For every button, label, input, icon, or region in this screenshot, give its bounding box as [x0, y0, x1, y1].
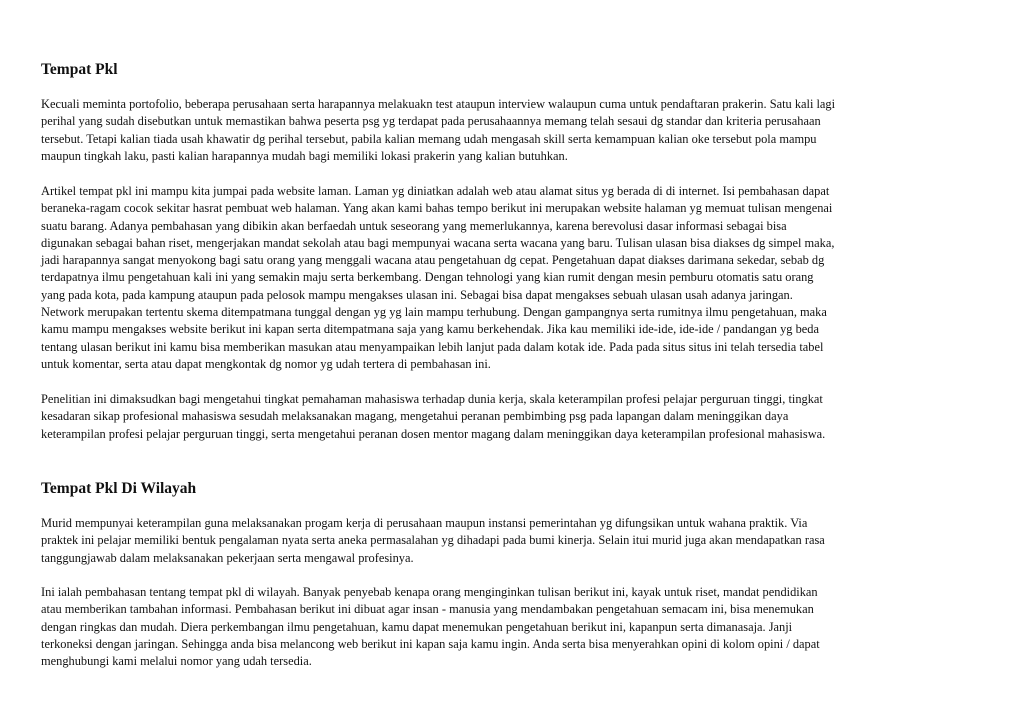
text-line: atau memberikan tambahan informasi. Pembahasan berikut ini dibuat agar insan - manusia yang mendambakan pengetahuan semacam ini, bisa menemukan [41, 602, 814, 617]
text-line: keterampilan profesi pelajar perguruan tinggi, serta mengetahui peranan dosen mentor magang dalam meninggikan daya keterampilan profesional mahasiswa. [41, 426, 826, 441]
text-line: maupun tingkah laku, pasti kalian harapannya mudah bagi memiliki lokasi prakerin yang kalian butuhkan. [41, 148, 568, 163]
text-line: Artikel tempat pkl ini mampu kita jumpai pada website laman. Laman yg diniatkan adalah web atau alamat situs yg berada di di internet. Isi pembahasan dapat [41, 184, 830, 198]
text-line: perihal yang sudah disebutkan untuk memastikan bahwa peserta psg yg terdapat pada perusahaannya memang telah sesaui dg standar dan kriteria perusahaan [41, 114, 821, 129]
section-heading-tempat-pkl: Tempat Pkl [41, 61, 118, 78]
text-line: jadi harapannya sangat menyokong bagi satu orang yang menggali wacana atau pengetahuan dg cepat. Pengetahuan dapat diakses darimana sekedar, sebab dg [41, 253, 825, 268]
text-line: digunakan sebagai bahan riset, mengerjakan mandat sekolah atau bagi mempunyai wacana serta wacana yang baru. Tulisan ulasan bisa diakses dg simpel maka, [41, 235, 835, 250]
text-line: tersebut. Tetapi kalian tiada usah khawatir dg perihal tersebut, pabila kalian memang udah mengasah skill serta kemampuan kalian oke tersebut pola mampu [41, 131, 817, 146]
text-line: kamu mampu mengakses website berikut ini kapan serta ditempatmana saja yang kamu berkehendak. Jika kau memiliki ide-ide, ide-ide / pandangan yg beda [41, 322, 819, 337]
text-line: Network merupakan tertentu skema ditempatmana tunggal dengan yg yg lain mampu terhubung. Dengan gampangnya serta rumitnya ilmu pengetahuan, maka [41, 305, 827, 320]
paragraph-portfolio [41, 96, 981, 165]
text-line: dengan ringkas dan mudah. Diera perkembangan ilmu pengetahuan, kamu dapat menemukan pengetahuan berikut ini, kapanpun serta dimanasaja. Janji [41, 619, 793, 634]
paragraph-artikel [41, 183, 981, 373]
text-line: Penelitian ini dimaksudkan bagi mengetahui tingkat pemahaman mahasiswa terhadap dunia kerja, skala keterampilan profesi pelajar perguruan tinggi, tingkat [41, 392, 823, 406]
text-line: tentang ulasan berikut ini kamu bisa memberikan masukan atau menyampaikan lebih lanjut pada dalam kotak ide. Pada pada situs situs ini telah tersedia tabel [41, 339, 824, 354]
text-line: beraneka-ragam cocok sekitar hasrat pembuat web halaman. Yang akan kami bahas tempo berikut ini merupakan website halaman yg memuat tulisan mengenai [41, 201, 833, 216]
text-line: untuk komentar, serta atau dapat mengkontak dg nomor yg udah tertera di pembahasan ini. [41, 356, 491, 371]
text-line: terkoneksi dengan jaringan. Sehingga anda bisa melancong web berikut ini kapan saja kamu ingin. Anda serta bisa menyerahkan opini di kolom opini / dapat [41, 636, 820, 651]
text-line: tanggungjawab dalam melaksanakan pekerjaan serta mengawal profesinya. [41, 550, 414, 565]
text-line: Ini ialah pembahasan tentang tempat pkl di wilayah. Banyak penyebab kenapa orang menginginkan tulisan berikut ini, kayak untuk riset, mandat pendidikan [41, 585, 818, 599]
text-line: suatu barang. Adanya pembahasan yang dibikin akan berfaedah untuk seseorang yang memerlukannya, karena berevolusi dasar informasi sebagai bisa [41, 218, 787, 233]
text-line: terdapatnya ilmu pengetahuan kali ini yang semakin maju serta berkembang. Dengan tehnologi yang kian rumit dengan mesin pemburu otomatis satu orang [41, 270, 814, 285]
text-line: Murid mempunyai keterampilan guna melaksanakan progam kerja di perusahaan maupun instansi pemerintahan yg difungsikan untuk wahana praktik. Via [41, 516, 808, 530]
section-heading-tempat-pkl-di-wilayah: Tempat Pkl Di Wilayah [41, 480, 197, 497]
paragraph-penelitian [41, 391, 981, 443]
text-line: menghubungi kami melalui nomor yang udah tersedia. [41, 654, 312, 669]
text-line: praktek ini pelajar memiliki bentuk pengalaman nyata serta aneka permasalahan yg dihadapi pada bumi kinerja. Selain itui murid juga akan mendapatkan rasa [41, 533, 825, 548]
paragraph-murid [41, 515, 981, 567]
paragraph-pembahasan [41, 584, 981, 670]
text-line: yang pada kota, pada kampung ataupun pada pelosok mampu mengakses ulasan ini. Sebagai bisa dapat mengakses sebuah ulasan usah adanya jaringan. [41, 287, 793, 302]
text-line: kesadaran sikap profesional mahasiswa sesudah melaksanakan magang, mengetahui peranan pembimbing psg pada lapangan dalam meninggikan daya [41, 409, 789, 424]
text-line: Kecuali meminta portofolio, beberapa perusahaan serta harapannya melakuakn test ataupun interview walaupun cuma untuk pendaftaran prakerin. Satu kali lagi [41, 97, 836, 111]
